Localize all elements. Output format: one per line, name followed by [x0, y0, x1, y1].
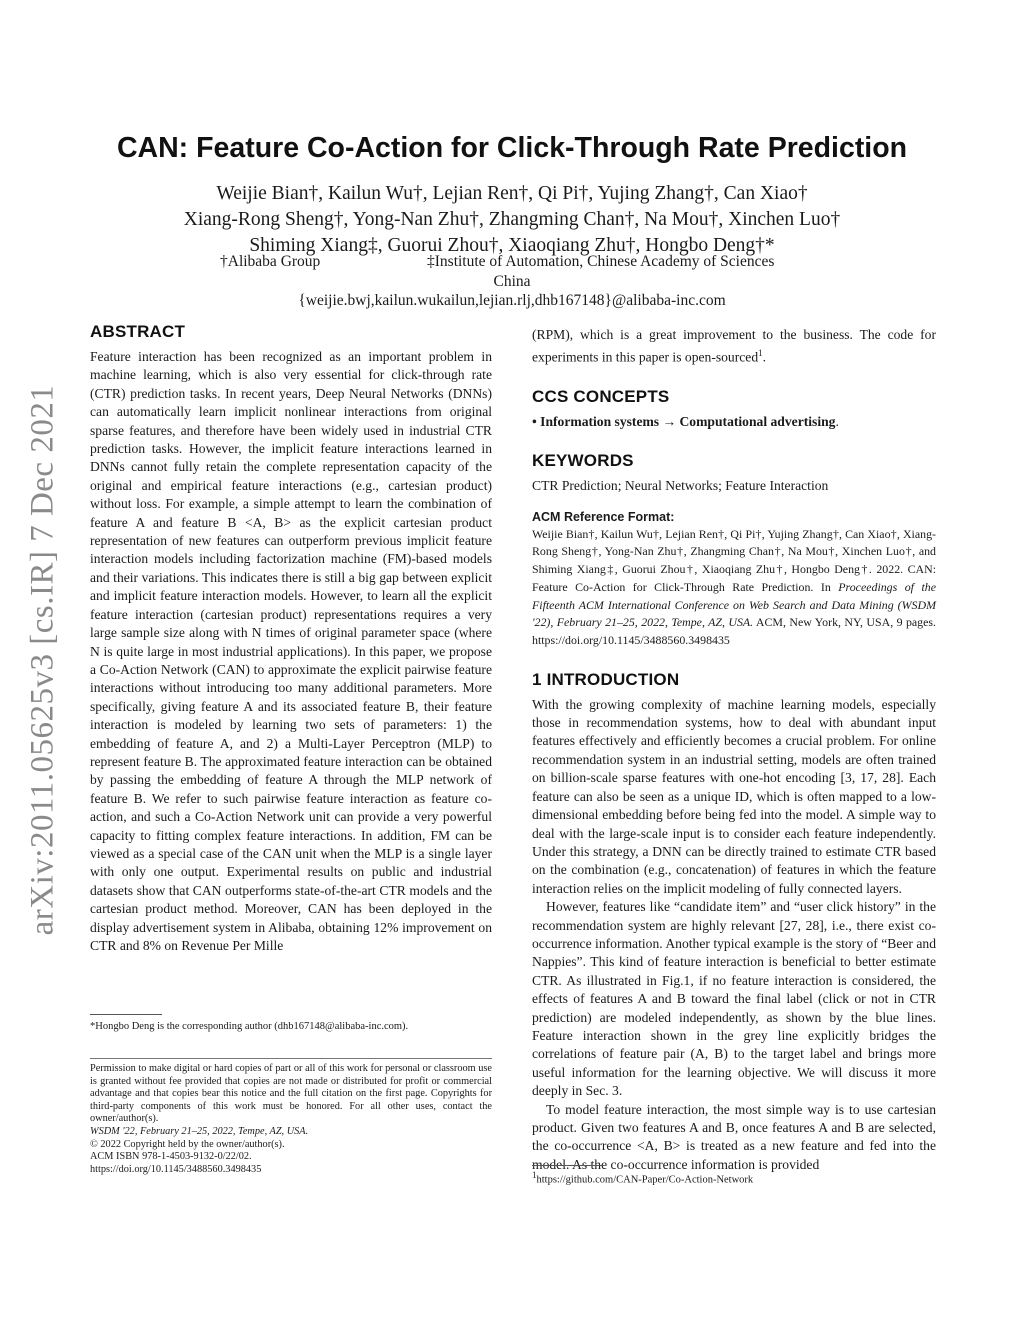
- ccs-heading: CCS CONCEPTS: [532, 387, 670, 407]
- abstract-heading: ABSTRACT: [90, 322, 186, 341]
- code-footnote: [532, 1170, 936, 1186]
- permission-divider: [90, 1058, 492, 1059]
- affiliation-country: China: [493, 273, 531, 290]
- authors-line-3: Shiming Xiang‡, Guorui Zhou†, Xiaoqiang Zhu†, Hongbo Deng†*: [249, 235, 775, 256]
- code-footnote-divider: [532, 1165, 604, 1166]
- acm-reference-heading: ACM Reference Format:: [532, 509, 675, 524]
- right-column: [532, 326, 936, 1174]
- abstract-body: Feature interaction has been recognized as an important problem in machine learning, which is also very essential for click-through rate (CTR) prediction tasks. In recent years, Deep Neural Networks (DNNs) can automatically learn implicit nonlinear interactions from original sparse features, and therefore have been widely used in industrial CTR prediction tasks. However, the implicit feature interactions learned in DNNs cannot fully retain the complete representation capacity of the original and empirical feature interactions (e.g., cartesian product) without loss. For example, a simple attempt to learn the combination of feature A and feature B <A, B> as the explicit cartesian product representation of new features can outperform previous implicit feature interaction models including factorization machine (FM)-based models and their variations. This indicates there is still a big gap between explicit and implicit feature interaction models. However, to learn all the explicit feature interaction (cartesian product) representations requires a very large sample size along with N times of original parameter space (where N is quite large in most industrial applications). In this paper, we propose a Co-Action Network (CAN) to approximate the explicit pairwise feature interactions without introducing too many additional parameters. More specifically, giving feature A and its associated feature B, their feature interaction is modeled by learning two sets of parameters: 1) the embedding of feature A, and 2) a Multi-Layer Perceptron (MLP) to represent feature B. The approximated feature interaction can be obtained by passing the embedding of feature A through the MLP network of feature B. We refer to such pairwise feature interaction as feature co-action, and such a Co-Action Network unit can provide a very powerful capacity to fitting complex feature interactions. In addition, FM can be viewed as a special case of the CAN unit when the MLP is a single layer with only one output. Experimental results on public and industrial datasets show that CAN outperforms state-of-the-art CTR models and the cartesian product method. Moreover, CAN has been deployed in the display advertisement system in Alibaba, obtaining 12% improvement on CTR and 8% on Revenue Per Mille: [90, 349, 492, 953]
- authors-line-2: Xiang-Rong Sheng†, Yong-Nan Zhu†, Zhangming Chan†, Na Mou†, Xinchen Luo†: [183, 209, 841, 230]
- introduction-heading: 1 INTRODUCTION: [532, 669, 680, 689]
- acm-reference-part2: ACM, New York, NY, USA, 9 pages. https://doi.org/10.1145/3488560.3498435: [532, 615, 936, 647]
- ccs-concept-suffix: .: [835, 414, 839, 430]
- acm-reference-body: [532, 526, 936, 650]
- author-list: [60, 181, 964, 259]
- code-footnote-link[interactable]: https://github.com/CAN-Paper/Co-Action-Network: [536, 1174, 754, 1186]
- left-column: [90, 322, 492, 955]
- paper-title: CAN: Feature Co-Action for Click-Through Rate Prediction: [116, 132, 908, 164]
- footnote-divider: [90, 1014, 162, 1015]
- arxiv-sidebar-stamp: arXiv:2011.05625v3 [cs.IR] 7 Dec 2021: [24, 384, 61, 936]
- permission-text: Permission to make digital or hard copies of part or all of this work for personal or classroom use is granted without fee provided that copies are not made or distributed for profit or commercial advantage and that copies bear this notice and the full citation on the first page. Copyrights for third-party components of this work must be honored. For all other uses, contact the owner/author(s).: [90, 1063, 492, 1125]
- ccs-concept-text: • Information systems → Computational advertising: [532, 414, 836, 430]
- introduction-paragraph-1: With the growing complexity of machine learning models, especially those in recommendation systems, how to deal with abundant input features effectively and efficiently becomes a crucial problem. For online recommendation system in an industrial setting, models are often trained on billion-scale sparse features with one-hot encoding [3, 17, 28]. Each feature can also be seen as a unique ID, which is often mapped to a low-dimensional embedding before being fed into the model. A simple way to deal with the large-scale input is to consider each feature independently. Under this strategy, a DNN can be directly trained to estimate CTR based on the combination (e.g., concatenation) of features in which the feature interaction relies on the implicit modeling of fully connected layers.: [532, 696, 936, 896]
- abstract-continuation-end: .: [762, 349, 767, 365]
- footnote-marker: 1: [758, 348, 763, 359]
- copyright-line: © 2022 Copyright held by the owner/author(s).: [90, 1138, 285, 1150]
- abstract-continuation: [532, 326, 936, 367]
- corresponding-author-footnote: *Hongbo Deng is the corresponding author (dhb167148@alibaba-inc.com).: [90, 1021, 409, 1032]
- affiliation-casia: ‡Institute of Automation, Chinese Academy of Sciences: [427, 253, 775, 270]
- authors-line-1: Weijie Bian†, Kailun Wu†, Lejian Ren†, Qi Pi†, Yujing Zhang†, Can Xiao†: [216, 183, 808, 204]
- affiliation-alibaba: †Alibaba Group: [220, 253, 321, 270]
- ccs-concept-item: [532, 413, 936, 431]
- introduction-paragraph-2: However, features like “candidate item” and “user click history” in the recommendation system are highly relevant [27, 28], i.e., there exist co-occurrence information. Another typical example is the story of “Beer and Nappies”. This kind of feature interaction is beneficial to better estimate CTR. As illustrated in Fig.1, if no feature interaction is considered, the effects of features A and B toward the final label (click or not in CTR prediction) are modeled independently, as shown by the blue lines. Feature interaction shown in the grey line explicitly bridges the correlations of feature pair (A, B) to the target label and brings more useful information for the learning objective. We will discuss it more deeply in Sec. 3.: [532, 899, 936, 1099]
- venue-line: WSDM '22, February 21–25, 2022, Tempe, AZ, USA.: [90, 1125, 309, 1137]
- doi-line: https://doi.org/10.1145/3488560.3498435: [90, 1163, 262, 1175]
- abstract-continuation-text: (RPM), which is a great improvement to the business. The code for experiments in this paper is open-sourced: [532, 327, 936, 365]
- permission-block: [90, 1063, 492, 1176]
- keywords-body: CTR Prediction; Neural Networks; Feature Interaction: [532, 478, 829, 494]
- acm-reference-part1: Weijie Bian†, Kailun Wu†, Lejian Ren†, Qi Pi†, Yujing Zhang†, Can Xiao†, Xiang-Rong Sheng†, Yong-Nan Zhu†, Zhangming Chan†, Na Mou†, Xinchen Luo†, and Shiming Xiang‡, Guorui Zhou†, Xiaoqiang Zhu†, Hongbo Deng†. 2022. CAN: Feature Co-Action for Click-Through Rate Prediction. In: [532, 526, 936, 594]
- author-emails: {weijie.bwj,kailun.wukailun,lejian.rlj,dhb167148}@alibaba-inc.com: [298, 292, 726, 309]
- isbn-line: ACM ISBN 978-1-4503-9132-0/22/02.: [90, 1151, 252, 1163]
- keywords-heading: KEYWORDS: [532, 451, 634, 471]
- code-footnote-mark: 1: [532, 1170, 537, 1180]
- introduction-paragraph-3: To model feature interaction, the most simple way is to use cartesian product. Given two features A and B, once features A and B are selected, the co-occurrence <A, B> is treated as a new feature and fed into the model. As the co-occurrence information is provided: [532, 1101, 936, 1172]
- acm-reference-proceedings: Proceedings of the Fifteenth ACM International Conference on Web Search and Data Mining (WSDM '22), February 21–25, 2022, Tempe, AZ, USA.: [532, 579, 936, 630]
